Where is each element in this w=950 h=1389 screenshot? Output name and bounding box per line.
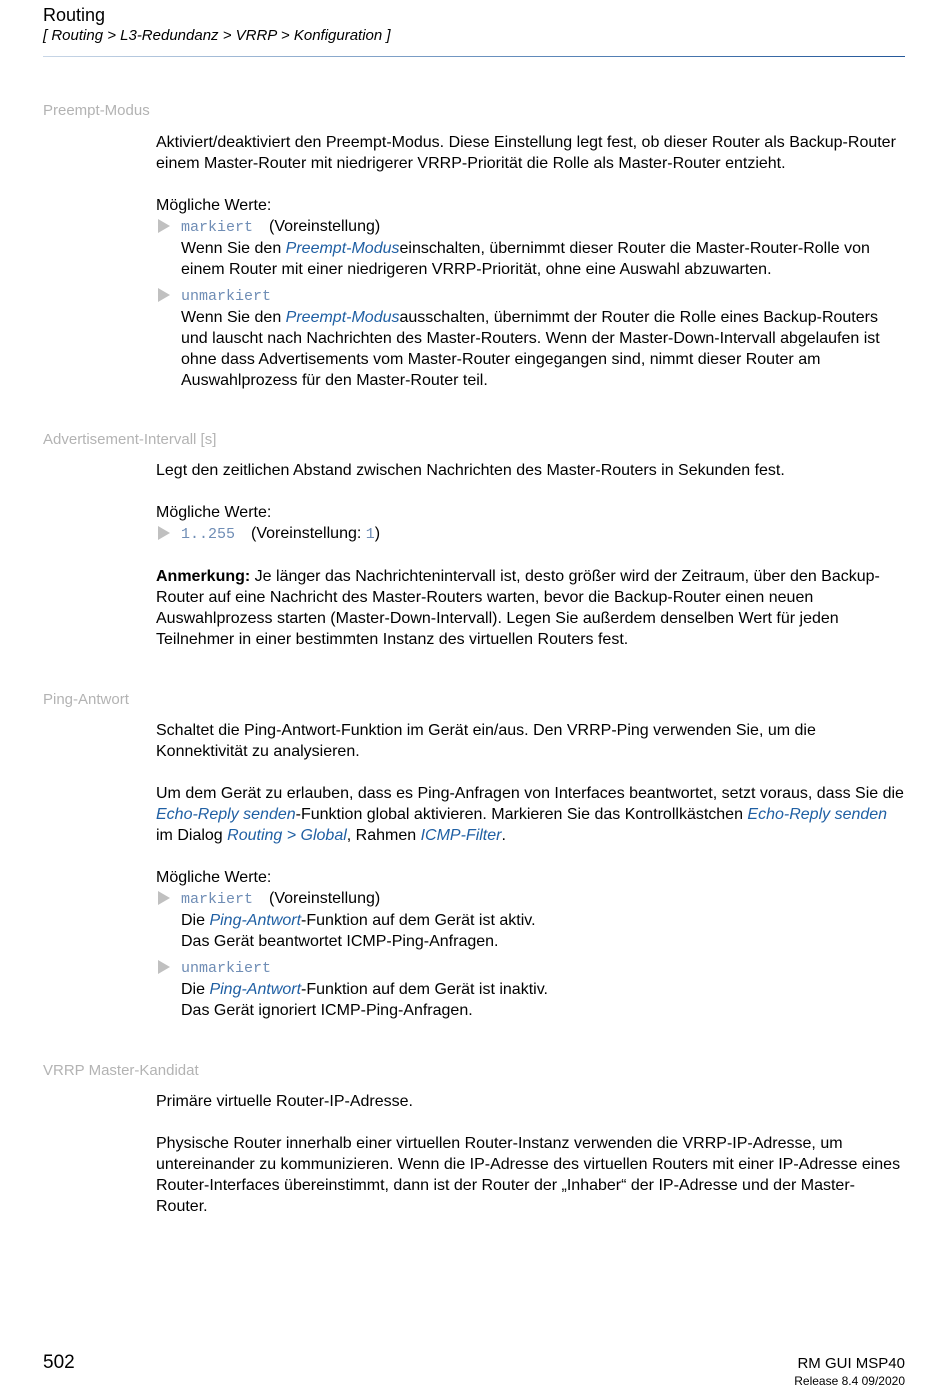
advert-values-heading: Mögliche Werte: [156,504,272,521]
header-divider [43,56,905,57]
section-body-master-candidate [156,1091,906,1217]
ping-paragraph-2 [156,783,906,846]
value-code: 1..255 [181,526,236,543]
section-body-ping [156,720,906,1021]
value-text-line2: Das Gerät beantwortet ICMP-Ping-Anfragen. [181,933,499,950]
value-text: Die [181,912,210,929]
default-note: (Voreinstellung: [251,525,366,542]
default-note: (Voreinstellung) [269,218,381,235]
ref-preempt-modus: Preempt-Modus [285,309,400,326]
paragraph-text: -Funktion global aktivieren. Markieren Sie das Kontrollkästchen [295,806,748,823]
value-item-unmarkiert [156,957,906,1021]
advert-note [156,566,906,650]
ref-ping-antwort: Ping-Antwort [209,912,302,929]
footer-doc-info [794,1355,905,1389]
value-code: unmarkiert [181,960,272,977]
value-text: einschalten, übernimmt dieser Router die Master-Router-Rolle von einem Router mit einer niedrigeren VRRP-Priorität, ohne eine Auswahl abzuwarten. [181,240,870,278]
value-text: Wenn Sie den [181,309,286,326]
page-number: 502 [43,1352,75,1373]
value-code: markiert [181,219,254,236]
value-text: Wenn Sie den [181,240,286,257]
value-text: Die [181,981,210,998]
section-label-ping: Ping-Antwort [43,691,129,708]
value-code: unmarkiert [181,288,272,305]
value-item-markiert [156,888,906,952]
value-item-markiert [156,216,906,280]
value-text: -Funktion auf dem Gerät ist aktiv. [301,912,536,929]
value-item-unmarkiert [156,285,906,391]
value-text: -Funktion auf dem Gerät ist inaktiv. [301,981,548,998]
paragraph-text: , Rahmen [346,827,421,844]
preempt-description: Aktiviert/deaktiviert den Preempt-Modus. Diese Einstellung legt fest, ob dieser Router als Backup-Router einem Master-Router mit niedrigerer VRRP-Priorität die Rolle als Master-Router entzieht. [156,134,896,172]
ping-values-heading: Mögliche Werte: [156,869,272,886]
page-header [43,4,905,46]
value-code: markiert [181,891,254,908]
preempt-values-heading: Mögliche Werte: [156,197,272,214]
bullet-triangle-icon [158,288,170,302]
section-label-advertisement: Advertisement-Intervall [s] [43,431,217,448]
ref-echo-reply-checkbox: Echo-Reply senden [747,806,888,823]
paragraph-text: Um dem Gerät zu erlauben, dass es Ping-Anfragen von Interfaces beantwortet, setzt voraus, dass Sie die [156,785,904,802]
ref-echo-reply: Echo-Reply senden [156,806,296,823]
footer-release: Release 8.4 09/2020 [794,1374,905,1388]
bullet-triangle-icon [158,526,170,540]
default-note-close: ) [374,525,381,542]
ping-description: Schaltet die Ping-Antwort-Funktion im Gerät ein/aus. Den VRRP-Ping verwenden Sie, um die Konnektivität zu analysieren. [156,722,816,760]
note-text: Je länger das Nachrichtenintervall ist, desto größer wird der Zeitraum, über den Backup-Router auf eine Nachricht des Master-Routers warten, bevor die Backup-Router einen neuen Auswahlprozess starten (Master-Down-Intervall). Legen Sie außerdem denselben Wert für jeden Teilnehmer in einer bestimmten Instanz des virtuellen Routers fest. [156,568,880,648]
value-text: ausschalten, übernimmt der Router die Rolle eines Backup-Routers und lauscht nach Nachrichten des Master-Routers. Wenn der Master-Down-Intervall abgelaufen ist ohne dass Advertisements vom Master-Router eingegangen sind, nimmt dieser Router am Auswahlprozess für den Master-Router teil. [181,309,880,389]
ref-routing-global: Routing > Global [227,827,347,844]
footer-doc-name: RM GUI MSP40 [797,1355,905,1372]
paragraph-text: im Dialog [156,827,228,844]
ref-ping-antwort: Ping-Antwort [209,981,302,998]
bullet-triangle-icon [158,960,170,974]
default-value-code: 1 [365,526,375,543]
section-body-advertisement [156,460,906,650]
section-label-preempt: Preempt-Modus [43,102,150,119]
section-body-preempt [156,132,906,391]
note-label: Anmerkung: [156,568,251,585]
ref-preempt-modus: Preempt-Modus [285,240,400,257]
paragraph-text: . [501,827,506,844]
bullet-triangle-icon [158,219,170,233]
master-paragraph-2: Physische Router innerhalb einer virtuellen Router-Instanz verwenden die VRRP-IP-Adresse, um untereinander zu kommunizieren. Wenn die IP-Adresse des virtuellen Routers mit einer IP-Adresse eines Router-Interfaces übereinstimmt, dann ist der Router der „Inhaber“ der IP-Adresse und der Master-Router. [156,1135,901,1215]
value-item-range [156,523,906,545]
master-description: Primäre virtuelle Router-IP-Adresse. [156,1093,413,1110]
advert-description: Legt den zeitlichen Abstand zwischen Nachrichten des Master-Routers in Sekunden fest. [156,462,785,479]
value-text-line2: Das Gerät ignoriert ICMP-Ping-Anfragen. [181,1002,473,1019]
bullet-triangle-icon [158,891,170,905]
page-title: Routing [43,5,106,25]
default-note: (Voreinstellung) [269,890,381,907]
section-label-master-candidate: VRRP Master-Kandidat [43,1062,199,1079]
ref-icmp-filter: ICMP-Filter [420,827,502,844]
breadcrumb: [ Routing > L3-Redundanz > VRRP > Konfiguration ] [43,27,391,44]
